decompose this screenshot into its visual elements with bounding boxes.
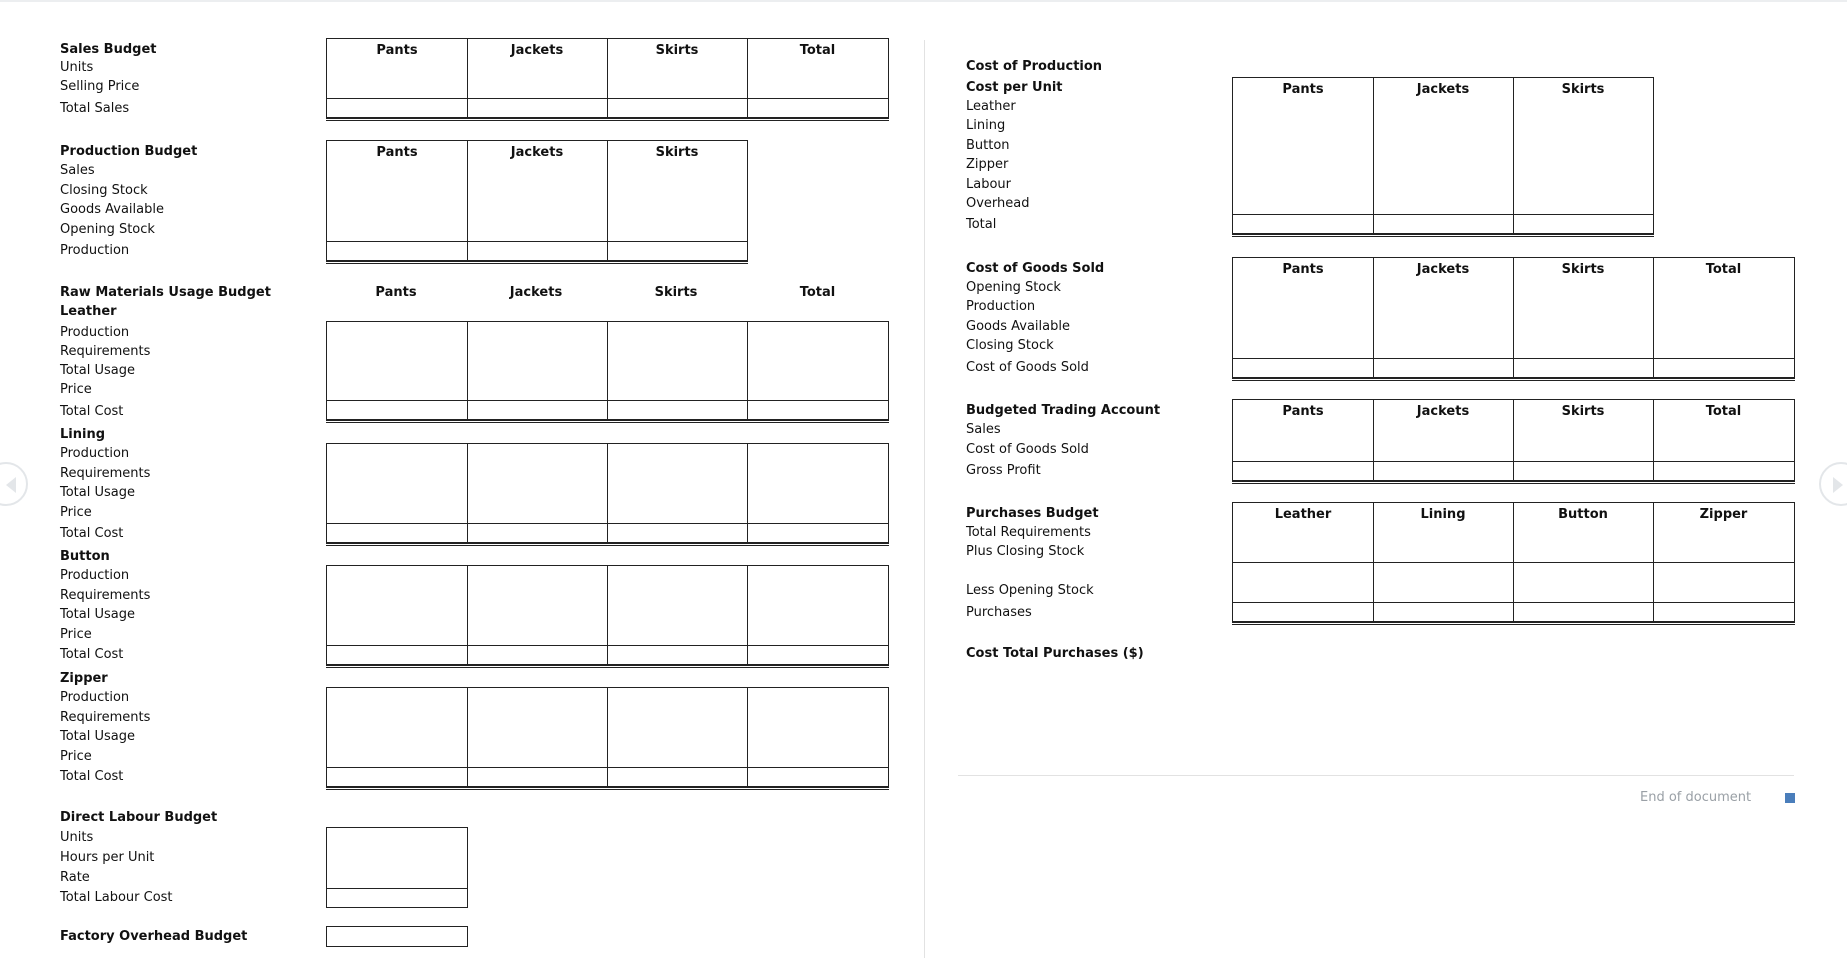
row-label: Zipper [966,157,1009,172]
column-header: Pants [375,285,417,300]
row-label: Production [60,446,130,461]
production-budget-table [326,140,748,261]
total-double-underline [326,118,889,121]
column-header: Skirts [1561,262,1605,277]
row-label: Production [60,325,130,340]
column-header: Total [1705,404,1742,419]
column-header: Total [799,285,836,300]
row-label: Plus Closing Stock [966,544,1085,559]
row-label: Requirements [60,710,151,725]
chevron-left-icon [6,477,16,493]
factory-overhead-title: Factory Overhead Budget [60,929,248,944]
column-header: Jackets [510,145,564,160]
end-of-document-marker-icon [1785,793,1795,803]
total-double-underline [1232,481,1795,484]
row-label: Leather [966,99,1016,114]
total-double-underline [1232,622,1795,625]
lining-table [326,443,889,543]
row-label: Total Cost [60,647,124,662]
row-label: Closing Stock [60,183,148,198]
row-label: Production [966,299,1036,314]
leather-table [326,321,889,420]
row-label: Hours per Unit [60,850,155,865]
cogs-table [1232,257,1795,378]
column-header: Pants [376,43,418,58]
footer-rule [958,775,1794,776]
row-label: Less Opening Stock [966,583,1094,598]
row-label: Requirements [60,466,151,481]
row-label: Production [60,568,130,583]
row-label: Price [60,505,92,520]
row-label: Labour [966,177,1011,192]
column-header: Skirts [654,285,698,300]
row-label: Purchases [966,605,1032,620]
column-header: Lining [1420,507,1466,522]
row-label: Total [966,217,997,232]
row-label: Selling Price [60,79,140,94]
column-header: Total [799,43,836,58]
row-label: Total Usage [60,729,135,744]
purchases-budget-table [1232,502,1795,622]
factory-overhead-box [326,926,468,947]
column-header: Jackets [1416,404,1470,419]
trading-account-table [1232,399,1795,481]
row-label: Production [60,243,130,258]
column-header: Pants [1282,82,1324,97]
row-label: Price [60,627,92,642]
cogs-title: Cost of Goods Sold [966,261,1105,276]
cost-of-production-table [1232,77,1654,234]
zipper-table [326,687,889,787]
column-header: Button [1558,507,1608,522]
direct-labour-table [326,827,468,908]
row-label: Sales [966,422,1001,437]
column-header: Total [1705,262,1742,277]
row-label: Cost of Goods Sold [966,442,1089,457]
total-double-underline [326,665,889,668]
column-divider [924,40,925,958]
row-label: Price [60,749,92,764]
material-name: Lining [60,427,106,442]
row-label: Rate [60,870,90,885]
total-double-underline [326,787,889,790]
column-header: Pants [1282,404,1324,419]
total-double-underline [326,420,889,423]
sales-budget-table [326,38,889,118]
direct-labour-title: Direct Labour Budget [60,810,218,825]
raw-materials-title: Raw Materials Usage Budget [60,285,271,300]
trading-account-title: Budgeted Trading Account [966,403,1161,418]
production-budget-title: Production Budget [60,144,198,159]
row-label: Total Usage [60,607,135,622]
cost-of-production-title: Cost of Production [966,59,1103,74]
row-label: Total Cost [60,404,124,419]
total-double-underline [326,543,889,546]
row-label: Total Requirements [966,525,1091,540]
row-label: Button [966,138,1010,153]
column-header: Skirts [1561,404,1605,419]
total-double-underline [1232,378,1795,381]
row-label: Overhead [966,196,1030,211]
row-label: Sales [60,163,95,178]
column-header: Jackets [1416,262,1470,277]
row-label: Opening Stock [60,222,155,237]
row-label: Units [60,830,94,845]
column-header: Leather [1274,507,1332,522]
material-name: Zipper [60,671,108,686]
column-header: Skirts [1561,82,1605,97]
end-of-document-text: End of document [1640,790,1752,805]
row-label: Requirements [60,588,151,603]
column-header: Jackets [510,43,564,58]
row-label: Units [60,60,94,75]
row-label: Total Cost [60,769,124,784]
row-label: Closing Stock [966,338,1054,353]
column-header: Skirts [655,145,699,160]
row-label: Opening Stock [966,280,1061,295]
document-page [0,2,1847,972]
row-label: Goods Available [966,319,1070,334]
material-name: Button [60,549,110,564]
sales-budget-title: Sales Budget [60,42,157,57]
column-header: Jackets [509,285,563,300]
column-header: Pants [376,145,418,160]
row-label: Requirements [60,344,151,359]
row-label: Production [60,690,130,705]
column-header: Skirts [655,43,699,58]
chevron-right-icon [1833,477,1843,493]
row-label: Total Usage [60,363,135,378]
row-label: Total Labour Cost [60,890,173,905]
row-label: Total Usage [60,485,135,500]
purchases-budget-title: Purchases Budget [966,506,1099,521]
row-label: Goods Available [60,202,164,217]
column-header: Pants [1282,262,1324,277]
total-double-underline [326,261,748,264]
row-label: Lining [966,118,1006,133]
total-double-underline [1232,234,1654,237]
row-label: Total Cost [60,526,124,541]
column-header: Jackets [1416,82,1470,97]
column-header: Zipper [1699,507,1748,522]
row-label: Cost of Goods Sold [966,360,1089,375]
button-table [326,565,889,665]
material-name: Leather [60,304,117,319]
row-label: Gross Profit [966,463,1041,478]
cost-per-unit-subtitle: Cost per Unit [966,80,1063,95]
row-label: Price [60,382,92,397]
cost-total-purchases-title: Cost Total Purchases ($) [966,646,1144,661]
row-label: Total Sales [60,101,130,116]
